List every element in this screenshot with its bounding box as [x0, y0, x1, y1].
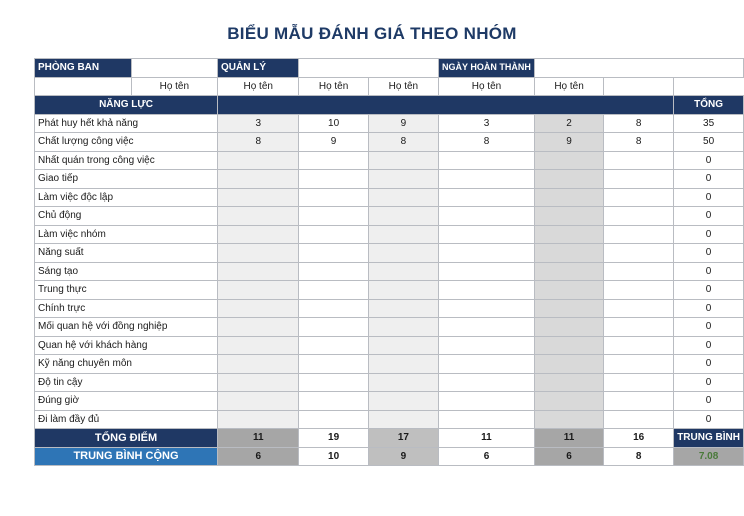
skill-row	[35, 114, 744, 133]
score-cell[interactable]	[534, 170, 603, 189]
names-total-cell	[604, 77, 674, 96]
score-cell[interactable]	[534, 262, 603, 281]
score-cell[interactable]	[439, 373, 535, 392]
skill-name: Đúng giờ	[35, 392, 218, 411]
total-score-cell: 16	[604, 429, 674, 448]
score-cell[interactable]	[534, 151, 603, 170]
manager-field[interactable]	[299, 59, 439, 78]
skill-total: 0	[674, 336, 744, 355]
score-cell[interactable]	[218, 299, 299, 318]
score-cell[interactable]	[368, 336, 438, 355]
score-cell[interactable]	[299, 188, 368, 207]
total-score-cell: 17	[368, 429, 438, 448]
completion-date-field[interactable]	[534, 59, 743, 78]
score-cell[interactable]: 3	[218, 114, 299, 133]
score-cell[interactable]	[534, 225, 603, 244]
skill-name: Chủ động	[35, 207, 218, 226]
skill-name: Giao tiếp	[35, 170, 218, 189]
skill-name: Mối quan hệ với đồng nghiệp	[35, 318, 218, 337]
skill-row	[35, 188, 744, 207]
total-score-cell: 11	[439, 429, 535, 448]
skill-row	[35, 262, 744, 281]
score-cell[interactable]	[604, 336, 674, 355]
score-cell[interactable]	[604, 299, 674, 318]
score-cell[interactable]	[218, 336, 299, 355]
skill-row	[35, 281, 744, 300]
skill-total: 0	[674, 225, 744, 244]
score-cell[interactable]	[604, 355, 674, 374]
score-cell[interactable]	[604, 170, 674, 189]
score-cell[interactable]	[368, 188, 438, 207]
department-field[interactable]	[131, 59, 217, 78]
score-cell[interactable]	[368, 410, 438, 429]
skill-row	[35, 299, 744, 318]
skill-row	[35, 225, 744, 244]
score-cell[interactable]: 8	[604, 114, 674, 133]
score-cell[interactable]	[604, 318, 674, 337]
skill-total: 0	[674, 262, 744, 281]
score-cell[interactable]	[299, 355, 368, 374]
section-label: NĂNG LỰC	[35, 96, 218, 115]
score-cell[interactable]	[218, 410, 299, 429]
score-cell[interactable]	[604, 151, 674, 170]
score-cell[interactable]	[604, 373, 674, 392]
skill-name: Chính trực	[35, 299, 218, 318]
overall-average-value: 7.08	[674, 447, 744, 466]
score-cell[interactable]: 8	[218, 133, 299, 152]
score-cell[interactable]	[368, 151, 438, 170]
score-cell[interactable]	[368, 262, 438, 281]
manager-label: QUẢN LÝ	[218, 59, 299, 78]
skill-row	[35, 318, 744, 337]
skill-name: Phát huy hết khả năng	[35, 114, 218, 133]
average-cell: 6	[439, 447, 535, 466]
score-cell[interactable]	[218, 225, 299, 244]
skill-row	[35, 355, 744, 374]
section-header-row	[35, 96, 744, 115]
score-cell[interactable]	[604, 392, 674, 411]
score-cell[interactable]	[439, 244, 535, 263]
score-cell[interactable]	[299, 318, 368, 337]
score-cell[interactable]	[604, 225, 674, 244]
member-name-2[interactable]: Họ tên	[218, 77, 299, 96]
score-cell[interactable]	[299, 410, 368, 429]
score-cell[interactable]	[439, 281, 535, 300]
score-cell[interactable]	[534, 188, 603, 207]
total-score-label: TỔNG ĐIỂM	[35, 429, 218, 448]
score-cell[interactable]	[604, 410, 674, 429]
score-cell[interactable]: 8	[604, 133, 674, 152]
score-cell[interactable]	[534, 410, 603, 429]
score-cell[interactable]	[439, 355, 535, 374]
score-cell[interactable]	[218, 151, 299, 170]
score-cell[interactable]	[439, 207, 535, 226]
skill-total: 0	[674, 281, 744, 300]
score-cell[interactable]	[604, 244, 674, 263]
skill-name: Đi làm đầy đủ	[35, 410, 218, 429]
score-cell[interactable]	[439, 170, 535, 189]
score-cell[interactable]	[368, 318, 438, 337]
average-cell: 6	[218, 447, 299, 466]
score-cell[interactable]	[299, 244, 368, 263]
skill-name: Độ tin cậy	[35, 373, 218, 392]
completion-date-label: NGÀY HOÀN THÀNH	[439, 59, 535, 78]
skill-name: Sáng tạo	[35, 262, 218, 281]
skill-total: 0	[674, 355, 744, 374]
skill-total: 35	[674, 114, 744, 133]
score-cell[interactable]	[299, 392, 368, 411]
skill-total: 0	[674, 188, 744, 207]
names-corner-cell	[35, 77, 132, 96]
member-name-5[interactable]: Họ tên	[439, 77, 535, 96]
score-cell[interactable]	[218, 262, 299, 281]
score-cell[interactable]	[439, 318, 535, 337]
score-cell[interactable]	[439, 225, 535, 244]
skill-row	[35, 170, 744, 189]
score-cell[interactable]	[218, 392, 299, 411]
score-cell[interactable]	[218, 373, 299, 392]
skill-row	[35, 410, 744, 429]
score-cell[interactable]	[299, 299, 368, 318]
score-cell[interactable]	[368, 281, 438, 300]
score-cell[interactable]	[299, 336, 368, 355]
score-cell[interactable]	[368, 207, 438, 226]
skill-total: 0	[674, 207, 744, 226]
skill-name: Năng suất	[35, 244, 218, 263]
skill-row	[35, 244, 744, 263]
average-cell: 10	[299, 447, 368, 466]
evaluation-table	[34, 58, 744, 466]
score-cell[interactable]	[534, 207, 603, 226]
total-score-cell: 11	[218, 429, 299, 448]
form-title: BIỂU MẪU ĐÁNH GIÁ THEO NHÓM	[227, 24, 517, 43]
member-names-row	[35, 77, 744, 96]
skill-row	[35, 392, 744, 411]
score-cell[interactable]	[534, 336, 603, 355]
score-cell[interactable]	[368, 392, 438, 411]
score-cell[interactable]	[218, 244, 299, 263]
skill-name: Nhất quán trong công việc	[35, 151, 218, 170]
total-score-cell: 19	[299, 429, 368, 448]
member-name-1[interactable]: Họ tên	[131, 77, 217, 96]
total-column-header: TỔNG	[674, 96, 744, 115]
score-cell[interactable]	[299, 281, 368, 300]
score-cell[interactable]	[368, 355, 438, 374]
overall-average-label: TRUNG BÌNH	[674, 429, 744, 448]
score-cell[interactable]: 9	[368, 114, 438, 133]
skill-row	[35, 373, 744, 392]
skill-name: Trung thực	[35, 281, 218, 300]
score-cell[interactable]	[439, 336, 535, 355]
score-cell[interactable]	[218, 188, 299, 207]
skill-name: Chất lượng công việc	[35, 133, 218, 152]
total-score-row	[35, 429, 744, 448]
score-cell[interactable]	[439, 392, 535, 411]
score-cell[interactable]	[534, 355, 603, 374]
score-cell[interactable]	[299, 262, 368, 281]
score-cell[interactable]: 8	[368, 133, 438, 152]
skill-total: 0	[674, 170, 744, 189]
score-cell[interactable]	[604, 207, 674, 226]
score-cell[interactable]	[299, 170, 368, 189]
score-cell[interactable]: 2	[534, 114, 603, 133]
member-name-3[interactable]: Họ tên	[299, 77, 368, 96]
average-label: TRUNG BÌNH CỘNG	[35, 447, 218, 466]
score-cell[interactable]	[218, 281, 299, 300]
score-cell[interactable]	[439, 151, 535, 170]
score-cell[interactable]	[534, 299, 603, 318]
department-label: PHÒNG BAN	[35, 59, 132, 78]
skill-total: 0	[674, 318, 744, 337]
total-score-cell: 11	[534, 429, 603, 448]
skill-total: 0	[674, 410, 744, 429]
score-cell[interactable]	[218, 207, 299, 226]
score-cell[interactable]	[299, 207, 368, 226]
skill-total: 50	[674, 133, 744, 152]
score-cell[interactable]	[299, 373, 368, 392]
skill-total: 0	[674, 299, 744, 318]
skill-row	[35, 207, 744, 226]
score-cell[interactable]	[368, 373, 438, 392]
score-cell[interactable]	[368, 299, 438, 318]
skill-name: Làm việc nhóm	[35, 225, 218, 244]
score-cell[interactable]	[439, 299, 535, 318]
average-cell: 8	[604, 447, 674, 466]
member-name-6[interactable]: Họ tên	[534, 77, 603, 96]
skill-total: 0	[674, 244, 744, 263]
skill-total: 0	[674, 151, 744, 170]
skill-row	[35, 336, 744, 355]
member-name-4[interactable]: Họ tên	[368, 77, 438, 96]
score-cell[interactable]: 9	[299, 133, 368, 152]
score-cell[interactable]	[299, 225, 368, 244]
score-cell[interactable]: 9	[534, 133, 603, 152]
section-spacer	[218, 96, 674, 115]
score-cell[interactable]	[368, 225, 438, 244]
skill-row	[35, 151, 744, 170]
score-cell[interactable]: 10	[299, 114, 368, 133]
score-cell[interactable]	[218, 170, 299, 189]
skill-name: Làm việc độc lập	[35, 188, 218, 207]
score-cell[interactable]	[534, 318, 603, 337]
score-cell[interactable]	[368, 170, 438, 189]
score-cell[interactable]	[534, 281, 603, 300]
average-row	[35, 447, 744, 466]
score-cell[interactable]	[218, 355, 299, 374]
score-cell[interactable]	[534, 373, 603, 392]
score-cell[interactable]: 3	[439, 114, 535, 133]
score-cell[interactable]: 8	[439, 133, 535, 152]
average-cell: 6	[534, 447, 603, 466]
score-cell[interactable]	[604, 188, 674, 207]
score-cell[interactable]	[604, 262, 674, 281]
score-cell[interactable]	[368, 244, 438, 263]
skill-total: 0	[674, 373, 744, 392]
score-cell[interactable]	[439, 410, 535, 429]
score-cell[interactable]	[534, 244, 603, 263]
score-cell[interactable]	[299, 151, 368, 170]
skill-row	[35, 133, 744, 152]
skill-name: Quan hệ với khách hàng	[35, 336, 218, 355]
average-cell: 9	[368, 447, 438, 466]
score-cell[interactable]	[604, 281, 674, 300]
skill-total: 0	[674, 392, 744, 411]
score-cell[interactable]	[439, 188, 535, 207]
skill-name: Kỹ năng chuyên môn	[35, 355, 218, 374]
score-cell[interactable]	[218, 318, 299, 337]
score-cell[interactable]	[534, 392, 603, 411]
score-cell[interactable]	[439, 262, 535, 281]
header-row	[35, 59, 744, 78]
